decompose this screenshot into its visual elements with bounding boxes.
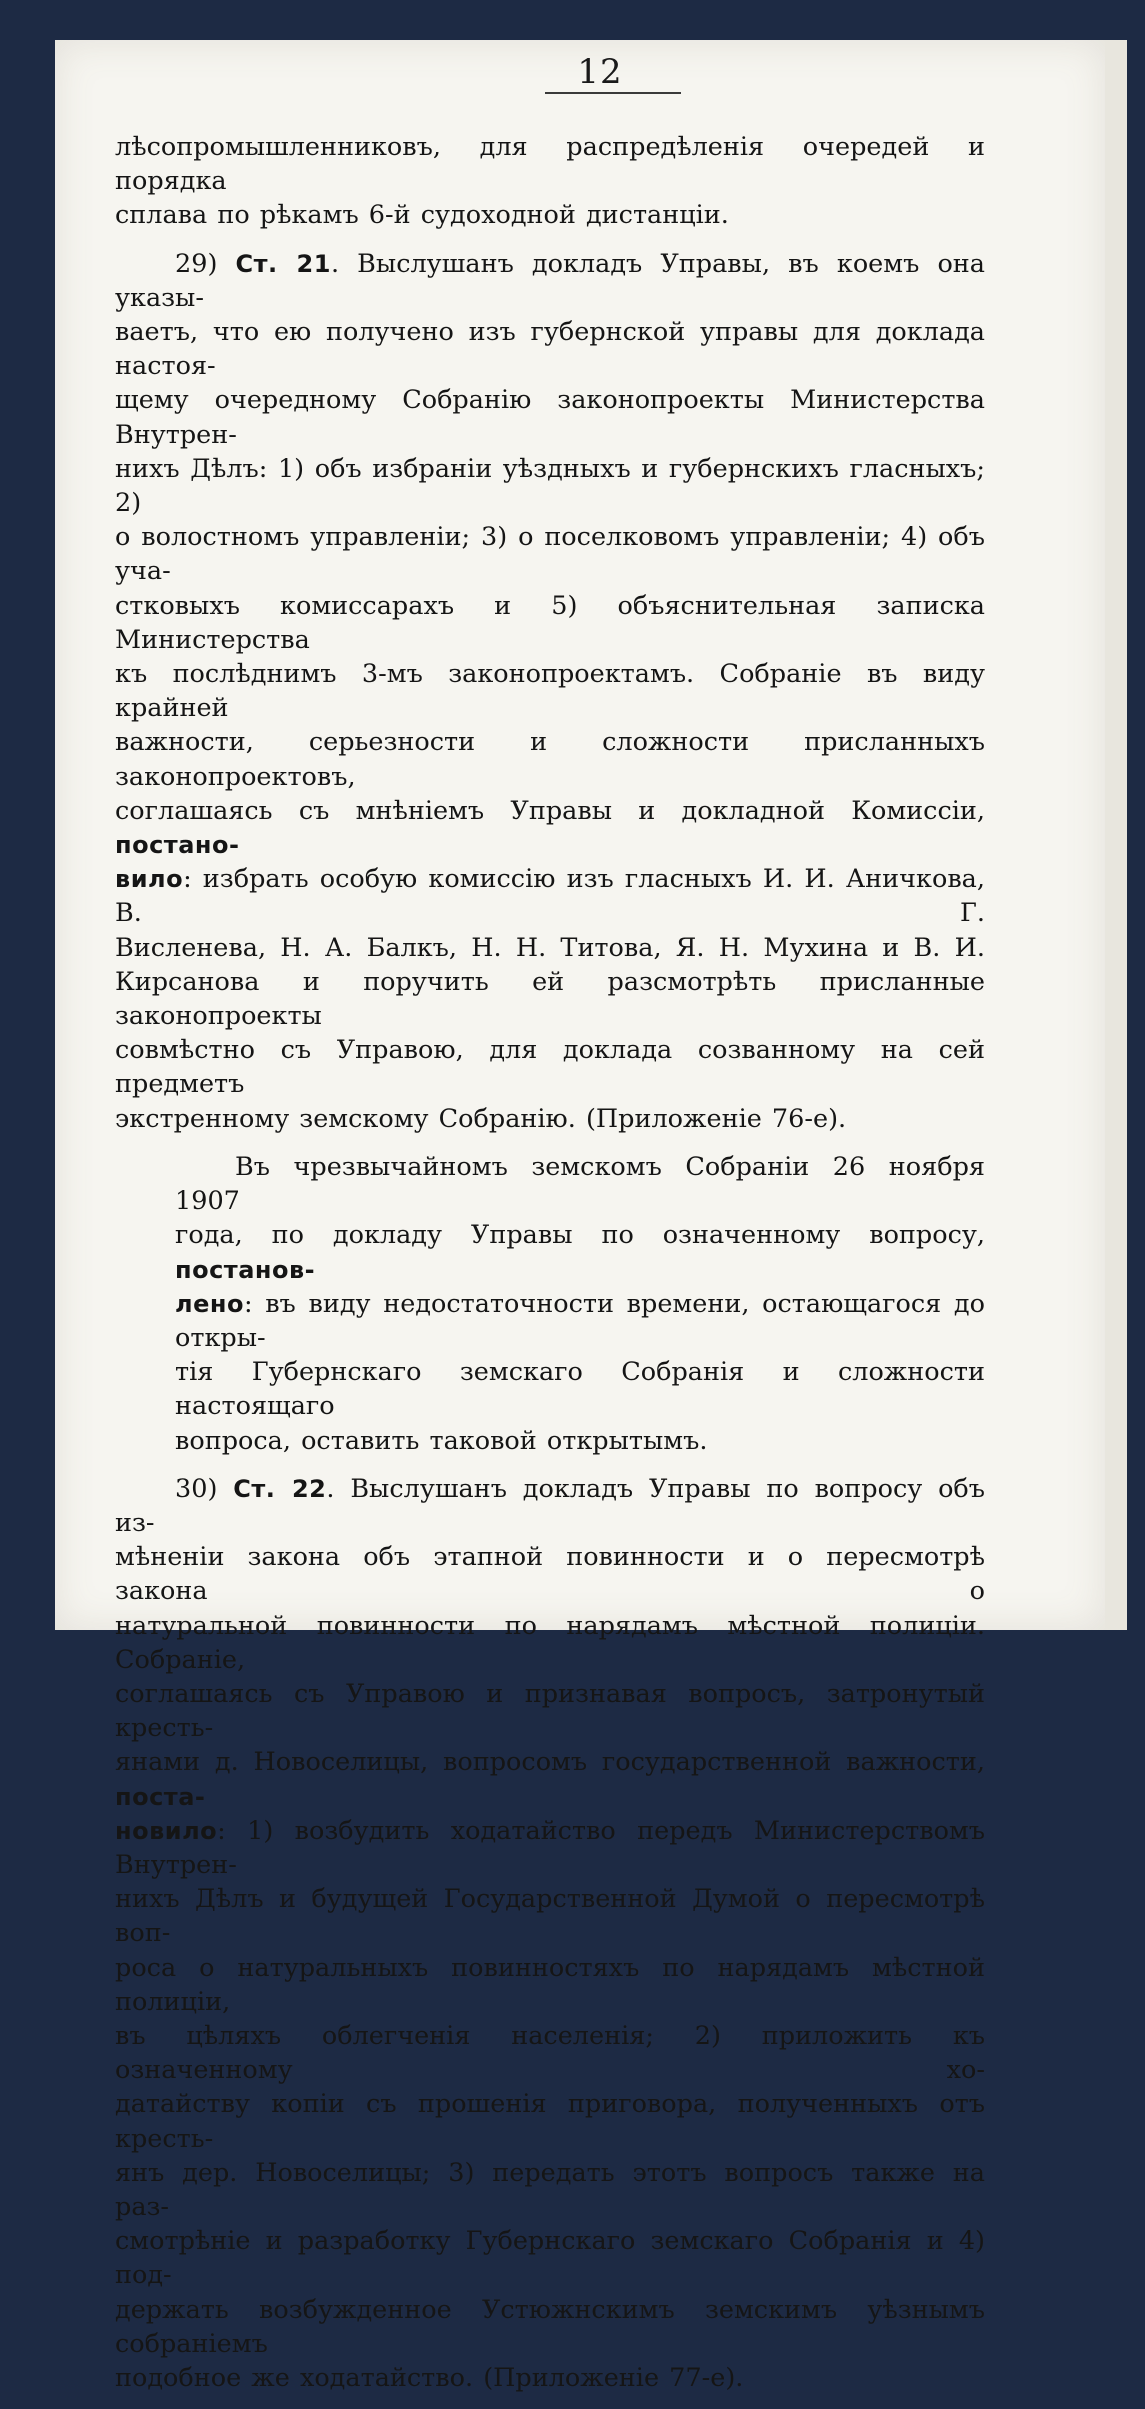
text-line: важности, серьезности и сложности присланныхъ законопроектовъ, [115, 727, 985, 792]
text-line: къ послѣднимъ 3-мъ законопроектамъ. Собраніе въ виду крайней [115, 659, 985, 724]
article-ref: Ст. 21 [235, 249, 331, 278]
text-line: тія Губернскаго земскаго Собранія и сложности настоящаго [175, 1357, 985, 1422]
resolution-keyword: поста- [115, 1782, 206, 1811]
resolution-keyword: постано- [115, 831, 240, 860]
text-line: смотрѣніе и разработку Губернскаго земскаго Собранія и 4) под- [115, 2226, 985, 2291]
text-line: года, по докладу Управы по означенному вопросу, [175, 1220, 985, 1251]
article-ref: Ст. 22 [233, 1474, 327, 1503]
text-line: въ цѣляхъ облегченія населенія; 2) приложить къ означенному хо- [115, 2020, 985, 2086]
paragraph-29 [115, 247, 985, 1136]
text-line: янъ дер. Новоселицы; 3) передать этотъ вопросъ также на раз- [115, 2157, 985, 2222]
text-line: . Выслушанъ докладъ Управы по вопросу объ из- [115, 1473, 985, 1538]
paragraph-extraordinary-meeting [115, 1150, 985, 1458]
text-line: датайству копіи съ прошенія приговора, полученныхъ отъ кресть- [115, 2089, 985, 2154]
text-line: лѣсопромышленниковъ, для распредѣленія очередей и порядка [115, 132, 985, 197]
text-line: нихъ Дѣлъ и будущей Государственной Думой о пересмотрѣ воп- [115, 1884, 985, 1949]
text-line: о волостномъ управленіи; 3) о поселковомъ управленіи; 4) объ уча- [115, 522, 985, 587]
text-line: стковыхъ комиссарахъ и 5) объяснительная записка Министерства [115, 590, 985, 655]
text-line: подобное же ходатайство. (Приложеніе 77-е). [115, 2363, 744, 2393]
text-line: натуральной повинности по нарядамъ мѣстной полиціи. Собраніе, [115, 1610, 985, 1675]
text-line: экстренному земскому Собранію. (Приложеніе 76-е). [115, 1103, 847, 1134]
text-line: янами д. Новоселицы, вопросомъ государственной важности, [115, 1747, 985, 1778]
text-line: сплава по рѣкамъ 6-й судоходной дистанціи. [115, 200, 729, 231]
text-line: соглашаясь съ мнѣніемъ Управы и докладной Комиссіи, [115, 795, 985, 826]
text-line: нихъ Дѣлъ: 1) объ избраніи уѣздныхъ и губернскихъ гласныхъ; 2) [115, 453, 985, 519]
resolution-keyword: лено [175, 1289, 244, 1318]
text-line: Кирсанова и поручить ей разсмотрѣть присланные законопроекты [115, 966, 985, 1032]
paragraph-continuation [115, 130, 985, 233]
text-line: : избрать особую комиссію изъ гласныхъ И. И. Аничкова, В. Г. [115, 864, 985, 929]
text-line: соглашаясь съ Управою и признавая вопросъ, затронутый кресть- [115, 1678, 985, 1744]
text-line: мѣненіи закона объ этапной повинности и о пересмотрѣ закона о [115, 1542, 985, 1607]
text-line: вопроса, оставить таковой открытымъ. [175, 1425, 708, 1456]
header-rule [545, 92, 681, 94]
resolution-keyword: новило [115, 1816, 218, 1845]
item-number: 30) [175, 1473, 218, 1504]
text-line: Висленева, Н. А. Балкъ, Н. Н. Титова, Я. Н. Мухина и В. И. [115, 932, 985, 963]
text-line: : 1) возбудить ходатайство передъ Министерствомъ Внутрен- [115, 1815, 985, 1880]
text-line: совмѣстно съ Управою, для доклада созванному на сей предметъ [115, 1035, 985, 1100]
page-edge [1105, 40, 1127, 1630]
text-line: роса о натуральныхъ повинностяхъ по нарядамъ мѣстной полиціи, [115, 1952, 985, 2017]
text-line: : въ виду недостаточности времени, остающагося до откры- [175, 1288, 985, 1353]
text-line: щему очередному Собранію законопроекты Министерства Внутрен- [115, 385, 985, 450]
document-body [115, 130, 985, 2409]
resolution-keyword: постанов- [175, 1255, 316, 1284]
item-number: 29) [175, 248, 218, 279]
text-line: ваетъ, что ею получено изъ губернской управы для доклада настоя- [115, 317, 985, 382]
text-line: держать возбужденное Устюжнскимъ земскимъ уѣзнымъ собраніемъ [115, 2294, 985, 2359]
resolution-keyword: вило [115, 865, 184, 894]
page-number: 12 [577, 52, 623, 92]
text-line: . Выслушанъ докладъ Управы, въ коемъ она указы- [115, 248, 985, 313]
text-line: Въ чрезвычайномъ земскомъ Собраніи 26 ноября 1907 [175, 1151, 985, 1217]
paragraph-30 [115, 1472, 985, 2395]
